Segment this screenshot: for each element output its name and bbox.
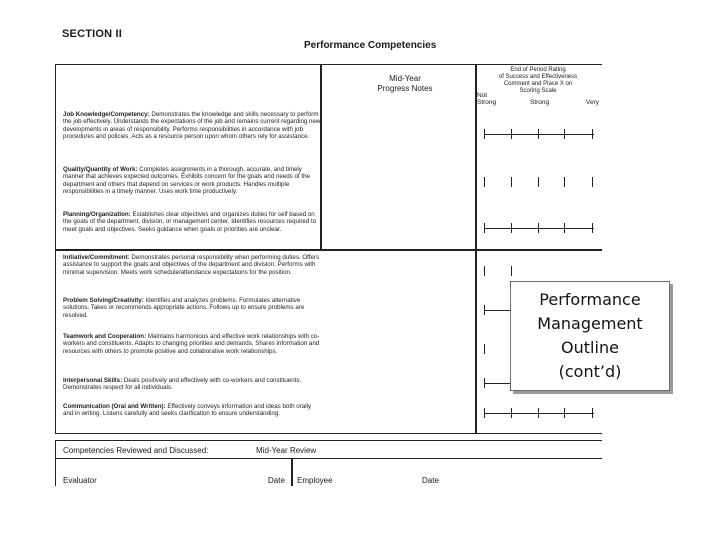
competency-planning-organization — [63, 211, 321, 233]
competency-text: Maintains harmonious and effective work relationships with co-workers and constituents. Adapts to changing priorities and demands. Shares information and resources with others to promote positive and collaborative work relationships. — [63, 333, 320, 355]
competency-text: Deals positively and effectively with co-workers and constituents. Demonstrates respect for all individuals. — [63, 377, 302, 392]
rating-scale-quality-quantity[interactable] — [484, 177, 594, 187]
competency-communication — [63, 403, 321, 418]
mid-year-header: Mid-Year Progress Notes — [377, 74, 433, 93]
competency-text: Establishes clear objectives and organizes duties for self based on the goals of the department, division, or management center. Identifies resources required to meet goals and objectives. Seeks guidance when goals or priorities are unclear. — [63, 211, 317, 233]
mid-year-review-label: Mid-Year Review — [256, 446, 317, 455]
rating-scale-communication[interactable] — [484, 408, 594, 418]
competency-text: Effectively conveys information and ideas both orally and in writing. Listens carefully and seeks clarification to ensure understanding. — [63, 403, 312, 418]
employee-label[interactable]: Employee — [297, 476, 333, 485]
slide-title-callout — [510, 281, 670, 391]
competency-title: Job Knowledge/Competency: — [63, 111, 150, 118]
reviewed-label: Competencies Reviewed and Discussed: — [63, 446, 209, 455]
scale-label-strong: Strong — [530, 99, 550, 106]
competency-initiative-commitment — [63, 254, 321, 276]
competency-text: Identifies and analyzes problems. Formulates alternative solutions. Takes or recommends appropriate actions. Follows up to ensure problems are resolved. — [63, 297, 305, 319]
signature-line — [55, 458, 602, 459]
signature-divider — [291, 458, 293, 486]
competency-title: Interpersonal Skills: — [63, 377, 123, 384]
scale-label-very: Very — [586, 99, 600, 106]
section-label: SECTION II — [62, 28, 123, 40]
rating-scale-job-knowledge[interactable] — [484, 129, 594, 139]
competency-problem-solving — [63, 297, 321, 319]
callout-text: Performance Management Outline (cont’d) — [537, 290, 643, 381]
competency-title: Communication (Oral and Written): — [63, 403, 166, 410]
competency-interpersonal — [63, 377, 321, 392]
competency-title: Problem Solving/Creativity: — [63, 297, 144, 304]
competency-title: Quality/Quantity of Work: — [63, 166, 138, 173]
employee-date-label[interactable]: Date — [422, 476, 439, 485]
form-title: Performance Competencies — [304, 40, 437, 51]
evaluator-date-label[interactable]: Date — [268, 476, 285, 485]
competency-text: Demonstrates personal responsibility when performing duties. Offers assistance to support the goals and objectives of the department and division. Performs with minimal supervision. Meets work schedule/attendance expectations for the position. — [63, 254, 320, 276]
competency-title: Teamwork and Cooperation: — [63, 333, 147, 340]
rating-header: End of Period Rating of Success and Effectiveness Comment and Place X on Scoring Scale — [498, 67, 578, 94]
rating-scale-planning-organization[interactable] — [484, 223, 594, 233]
scale-label-not-strong: Not Strong — [477, 92, 497, 106]
competency-teamwork — [63, 333, 321, 355]
competency-title: Initiative/Commitment: — [63, 254, 130, 261]
competency-job-knowledge — [63, 111, 321, 140]
competency-text: Demonstrates the knowledge and skills necessary to perform the job effectively. Understands the expectations of the job and remains current regarding new developments in areas of responsibility. Performs responsibilities in accordance with job procedures and policies. Acts as a resource person upon whom others rely for assistance. — [63, 111, 321, 140]
competency-title: Planning/Organization: — [63, 211, 131, 218]
competency-quality-quantity — [63, 166, 321, 195]
table-row-divider — [55, 249, 602, 251]
rating-scale-initiative-commitment[interactable] — [484, 266, 594, 276]
evaluator-label[interactable]: Evaluator — [63, 476, 97, 485]
competency-text: Completes assignments in a thorough, accurate, and timely manner that achieves expected outcomes. Exhibits concern for the goals and needs of the department and others that depend on services or work products. Handles multiple responsibilities in a timely manner. Uses work time productively. — [63, 166, 310, 195]
